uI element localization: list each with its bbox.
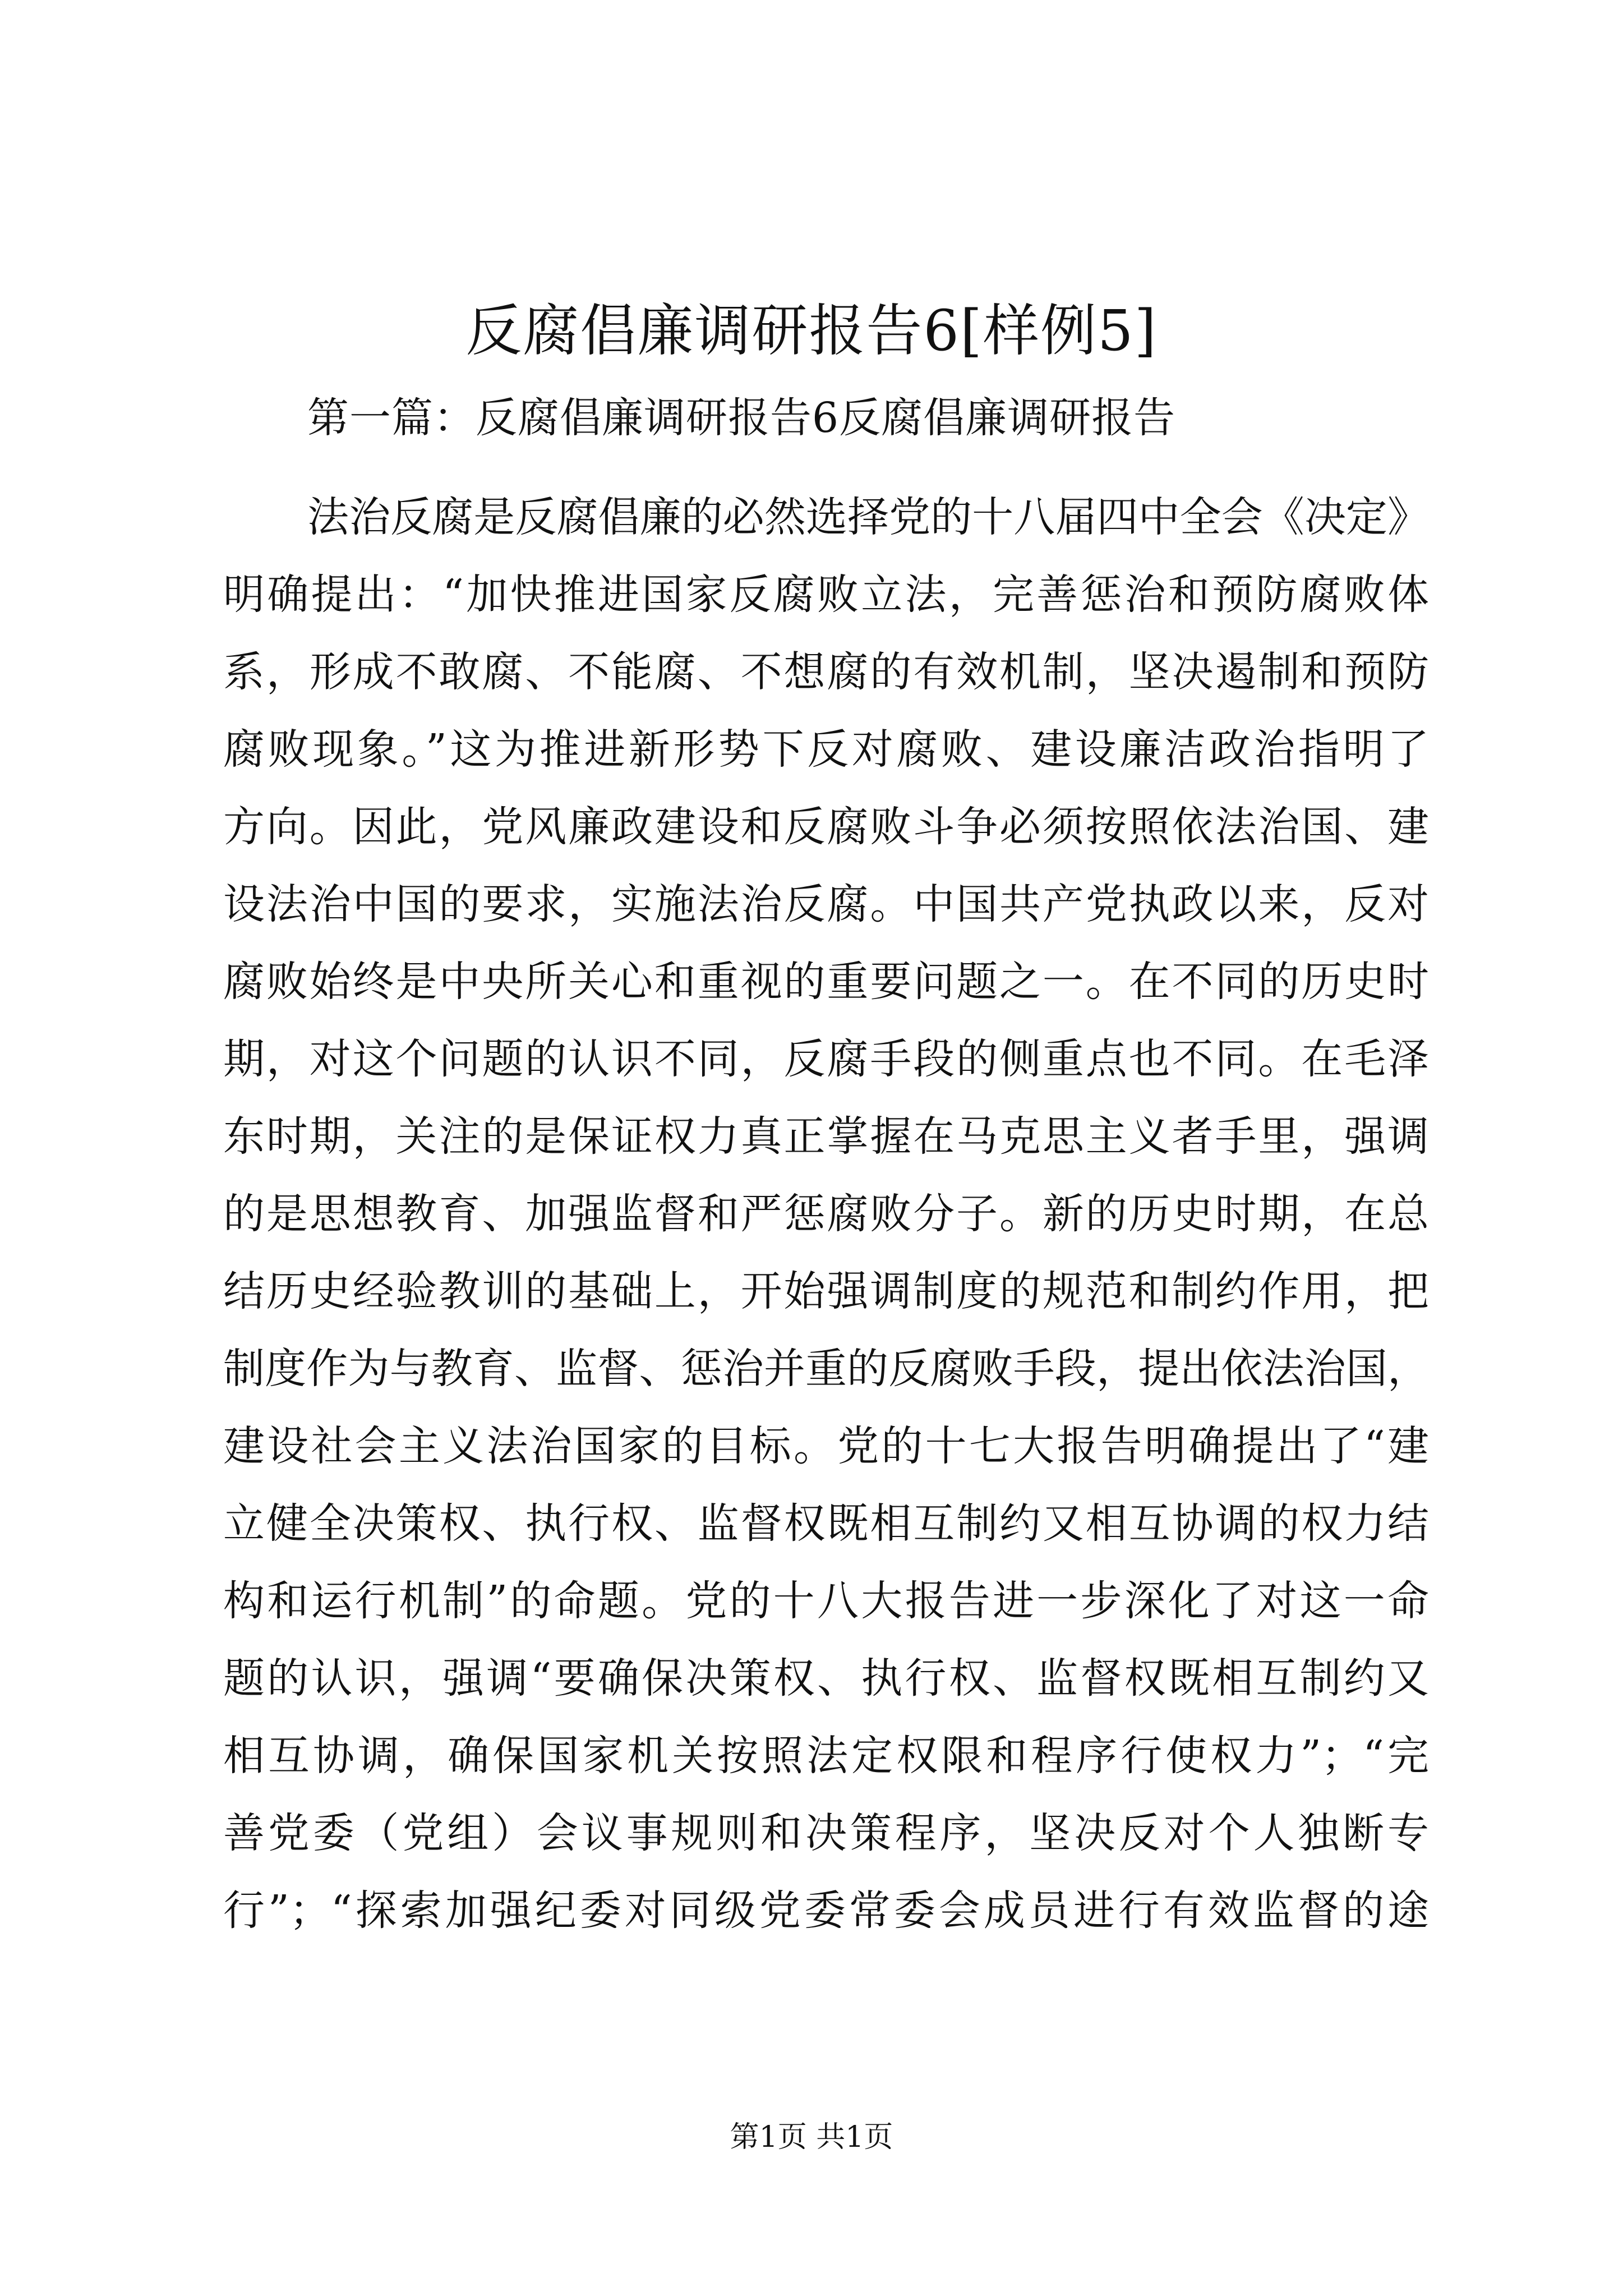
body-line: 建设社会主义法治国家的目标。党的十七大报告明确提出了“建 <box>223 1422 1429 1470</box>
body-line: 题的认识，强调“要确保决策权、执行权、监督权既相互制约又 <box>223 1654 1429 1703</box>
body-line: 相互协调，确保国家机关按照法定权限和程序行使权力”；“完 <box>223 1732 1429 1780</box>
body-line: 期，对这个问题的认识不同，反腐手段的侧重点也不同。在毛泽 <box>223 1035 1429 1083</box>
body-line: 构和运行机制”的命题。党的十八大报告进一步深化了对这一命 <box>223 1577 1429 1625</box>
body-line: 东时期，关注的是保证权力真正掌握在马克思主义者手里，强调 <box>223 1112 1429 1161</box>
page-footer: 第1页 共1页 <box>730 2120 893 2154</box>
body-line: 明确提出：“加快推进国家反腐败立法，完善惩治和预防腐败体 <box>223 570 1429 619</box>
body-line: 善党委（党组）会议事规则和决策程序，坚决反对个人独断专 <box>223 1809 1429 1857</box>
body-line: 制度作为与教育、监督、惩治并重的反腐败手段，提出依法治国， <box>223 1345 1429 1393</box>
body-line: 腐败现象。”这为推进新形势下反对腐败、建设廉洁政治指明了 <box>223 725 1429 774</box>
body-line: 腐败始终是中央所关心和重视的重要问题之一。在不同的历史时 <box>223 958 1429 1006</box>
body-line: 结历史经验教训的基础上，开始强调制度的规范和制约作用，把 <box>223 1267 1429 1315</box>
body-line: 设法治中国的要求，实施法治反腐。中国共产党执政以来，反对 <box>223 880 1429 928</box>
body-text <box>223 478 1429 1949</box>
body-line: 立健全决策权、执行权、监督权既相互制约又相互协调的权力结 <box>223 1499 1429 1548</box>
body-line: 方向。因此，党风廉政建设和反腐败斗争必须按照依法治国、建 <box>223 803 1429 851</box>
body-line: 系，形成不敢腐、不能腐、不想腐的有效机制，坚决遏制和预防 <box>223 648 1429 696</box>
document-title: 反腐倡廉调研报告6[样例5] <box>465 298 1158 364</box>
body-line: 行”；“探索加强纪委对同级党委常委会成员进行有效监督的途 <box>223 1887 1429 1935</box>
body-line: 法治反腐是反腐倡廉的必然选择党的十八届四中全会《决定》 <box>307 493 1429 541</box>
body-line: 的是思想教育、加强监督和严惩腐败分子。新的历史时期，在总 <box>223 1190 1429 1238</box>
section-heading: 第一篇：反腐倡廉调研报告6反腐倡廉调研报告 <box>307 394 1176 442</box>
